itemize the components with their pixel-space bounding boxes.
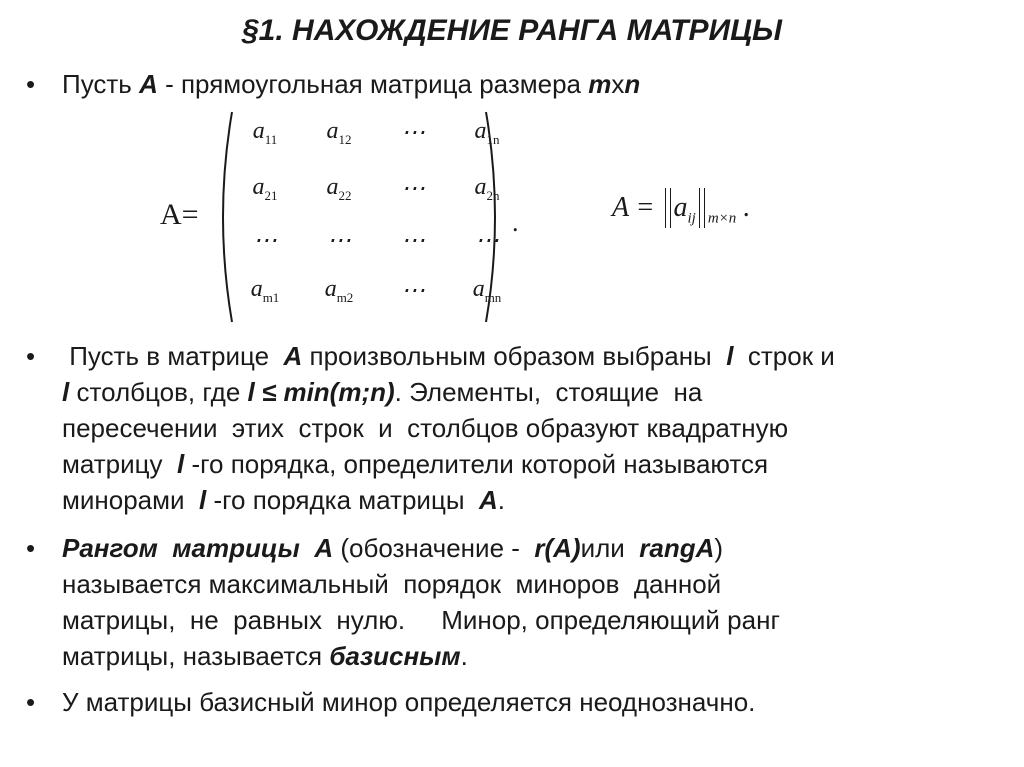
text-line: минорами l -го порядка матрицы A. [62,485,505,515]
bullet-marker: • [26,533,36,563]
matrix-entry: $a_{2n}$ [474,174,500,203]
matrix-entry: ⋯ [401,176,425,202]
norm-period: . [743,192,751,223]
matrix-entry: $a_{m2}$ [324,276,354,305]
norm-elem: $a_{ij}$ [673,192,696,227]
matrix-entry: $a_{22}$ [326,174,352,203]
matrix-entry: ⋯ [253,228,277,254]
matrix-norm-notation [612,188,750,228]
intro-m: m [588,69,612,99]
text-line: Рангом матрицы A (обозначение - r(A)или rangA) [62,533,724,563]
text-line: l столбцов, где l ≤ min(m;n). Элементы, стоящие на [62,377,703,407]
slide-title: §1. НАХОЖДЕНИЕ РАНГА МАТРИЦЫ [242,14,782,47]
intro-text: Пусть [62,69,140,99]
intro-text-2: - прямоугольная матрица размера [157,69,589,99]
matrix-entry: ⋯ [475,228,499,254]
matrix-entry: ⋯ [327,228,351,254]
norm-bar-left-icon [665,188,671,228]
minors-paragraph [62,338,835,518]
text-line: называется максимальный порядок миноров данной [62,569,722,599]
bullet-marker: • [26,341,36,371]
matrix-entry: ⋯ [401,278,425,304]
text-line: матрицу l -го порядка, определители которой называются [62,449,769,479]
intro-n: n [624,69,641,99]
norm-bar-right-icon [699,188,705,228]
text-line: матрицы, называется базисным. [62,641,468,671]
intro-var-a: A [139,69,158,99]
text-line: пересечении этих строк и столбцов образуют квадратную [62,413,789,443]
norm-lhs: A = [612,192,655,223]
matrix-entry: $a_{1n}$ [474,118,500,147]
rank-definition-paragraph [62,530,780,674]
bullet-marker: • [26,69,36,99]
matrix-entry: $a_{21}$ [252,174,278,203]
matrix-label: A= [160,198,199,231]
matrix-entry: ⋯ [401,228,425,254]
intro-x: x [611,69,625,99]
text-line: Пусть в матрице A произвольным образом выбраны l строк и [62,341,835,371]
bullet-marker: • [26,687,36,717]
matrix-entry: $a_{12}$ [326,118,352,147]
matrix-entry: $a_{mn}$ [472,276,502,305]
text-line: матрицы, не равных нулю. Минор, определяющий ранг [62,605,780,635]
matrix-entry: ⋯ [401,120,425,146]
matrix-entry: $a_{11}$ [252,118,278,147]
norm-size: m×n [707,210,737,227]
matrix-entry: $a_{m1}$ [250,276,280,305]
matrix-display [160,110,540,330]
matrix-period: . [512,208,519,237]
basis-minor-text: У матрицы базисный минор определяется неоднозначно. [62,687,756,717]
